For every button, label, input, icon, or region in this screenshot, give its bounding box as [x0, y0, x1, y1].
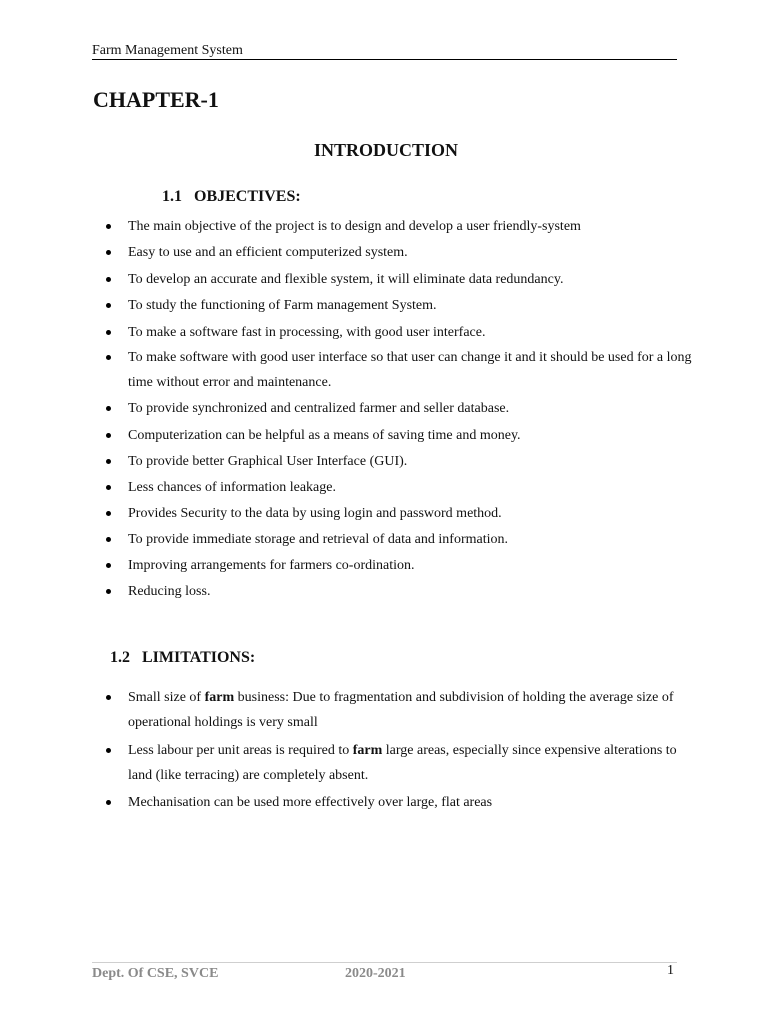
bullet-icon	[106, 537, 111, 542]
bullet-icon	[106, 277, 111, 282]
chapter-heading: CHAPTER-1	[93, 87, 219, 112]
bullet-icon	[106, 800, 111, 805]
bullet-icon	[106, 459, 111, 464]
introduction-heading: INTRODUCTION	[313, 140, 459, 160]
objectives-title: OBJECTIVES:	[194, 188, 301, 205]
bullet-icon	[106, 224, 111, 229]
bullet-icon	[106, 433, 111, 438]
objectives-heading	[162, 187, 301, 207]
bullet-icon	[106, 406, 111, 411]
limitations-number: 1.2	[110, 649, 130, 666]
bullet-icon	[106, 695, 111, 700]
page-number: 1	[667, 963, 674, 978]
bullet-icon	[106, 355, 111, 360]
bullet-icon	[106, 485, 111, 490]
bullet-icon	[106, 250, 111, 255]
limitations-title: LIMITATIONS:	[142, 649, 256, 666]
bullet-icon	[106, 748, 111, 753]
footer-year: 2020-2021	[345, 966, 406, 981]
footer-department: Dept. Of CSE, SVCE	[92, 966, 219, 981]
bullet-icon	[106, 330, 111, 335]
bullet-icon	[106, 303, 111, 308]
bullet-icon	[106, 589, 111, 594]
page-header: Farm Management System	[92, 43, 677, 60]
limitations-heading	[110, 648, 255, 668]
bullet-icon	[106, 511, 111, 516]
footer-divider	[92, 962, 677, 963]
bullet-icon	[106, 563, 111, 568]
objectives-number: 1.1	[162, 188, 182, 205]
